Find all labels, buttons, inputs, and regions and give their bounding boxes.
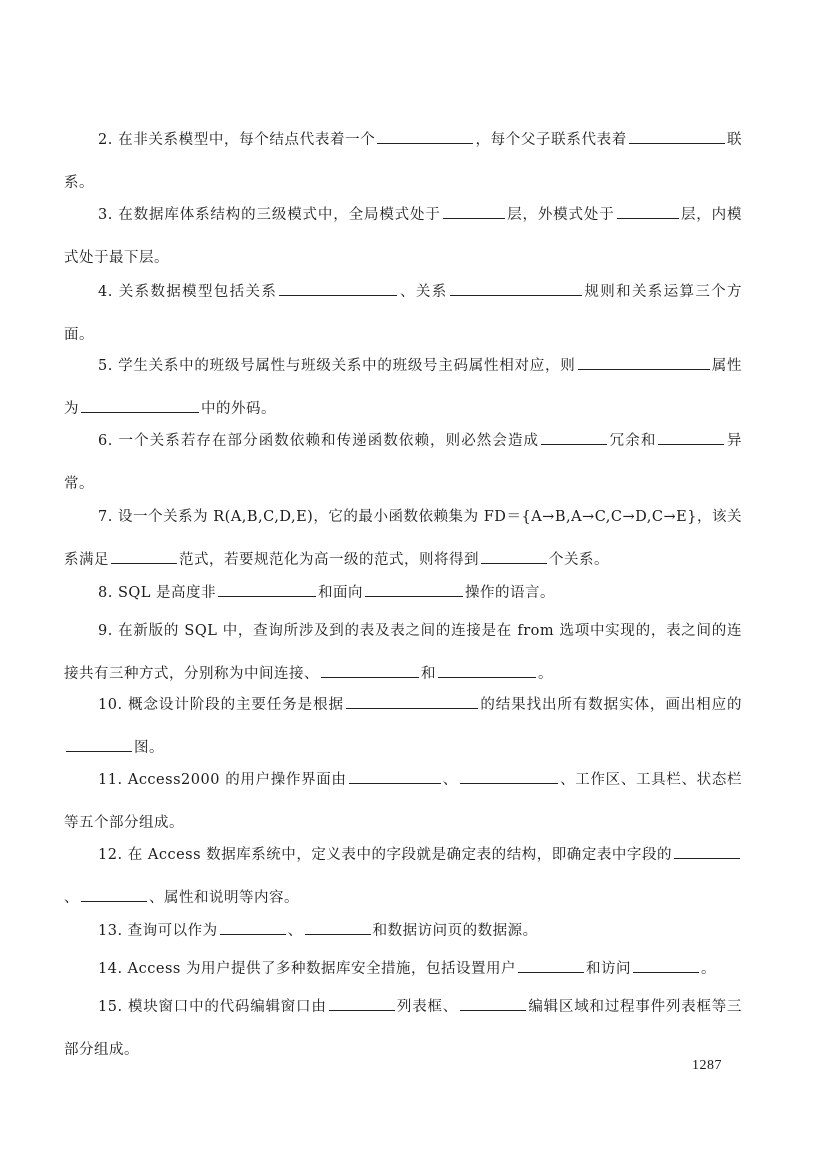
- answer-blank[interactable]: [674, 844, 740, 859]
- answer-blank[interactable]: [279, 281, 397, 296]
- answer-blank[interactable]: [541, 430, 607, 445]
- question-10-text-a: 10. 概念设计阶段的主要任务是根据: [98, 697, 344, 713]
- question-6-text-c: 异常。: [64, 433, 742, 492]
- question-12-text-a: 12. 在 Access 数据库系统中，定义表中的字段就是确定表的结构，即确定表中字段的: [98, 847, 672, 863]
- answer-blank[interactable]: [346, 694, 478, 709]
- answer-blank[interactable]: [329, 996, 395, 1011]
- answer-blank[interactable]: [365, 582, 463, 597]
- question-13-text-a: 13. 查询可以作为: [98, 923, 218, 939]
- question-10-text-c: 图。: [134, 740, 164, 756]
- answer-blank[interactable]: [460, 769, 558, 784]
- question-14-text-b: 和访问: [585, 961, 631, 977]
- answer-blank[interactable]: [305, 920, 371, 935]
- question-4-text-a: 4. 关系数据模型包括关系: [98, 284, 278, 300]
- answer-blank[interactable]: [66, 737, 132, 752]
- question-5-text-b: 属性为: [64, 358, 742, 417]
- question-8-text-c: 操作的语言。: [465, 585, 556, 601]
- question-2-text-c: 联系。: [64, 132, 742, 191]
- question-11: [64, 759, 742, 845]
- question-14-text-c: 。: [700, 961, 716, 977]
- question-15-text-b: 列表框、: [396, 999, 459, 1015]
- question-8-text-a: 8. SQL 是高度非: [98, 585, 217, 601]
- answer-blank[interactable]: [617, 204, 679, 219]
- question-5-text-c: 中的外码。: [201, 401, 276, 417]
- question-7: [64, 496, 742, 582]
- question-8-text-b: 和面向: [318, 585, 364, 601]
- answer-blank[interactable]: [450, 281, 582, 296]
- answer-blank[interactable]: [218, 582, 316, 597]
- question-2-text-b: ，每个父子联系代表着: [475, 132, 627, 148]
- question-13: [64, 910, 742, 953]
- question-8: [64, 572, 742, 615]
- question-6-text-a: 6. 一个关系若存在部分函数依赖和传递函数依赖，则必然会造成: [98, 433, 540, 449]
- answer-blank[interactable]: [321, 663, 419, 678]
- question-12: [64, 834, 742, 920]
- question-4-text-b: 、关系: [399, 284, 448, 300]
- question-7-text-a: 7. 设一个关系为 R(A,B,C,D,E)，它的最小函数依赖集为 FD＝{A→B,A→C,C→D,C→E}，该关系满足: [64, 509, 742, 568]
- answer-blank[interactable]: [481, 549, 547, 564]
- question-12-text-c: 、属性和说明等内容。: [149, 890, 299, 906]
- question-15-text-c: 编辑区域和过程事件列表框等三部分组成。: [64, 999, 743, 1058]
- page-number: 1287: [692, 1058, 722, 1073]
- question-2: [64, 119, 742, 205]
- answer-blank[interactable]: [438, 663, 536, 678]
- question-6-text-b: 冗余和: [609, 433, 657, 449]
- question-4-text-c: 规则和关系运算三个方面。: [64, 284, 743, 343]
- answer-blank[interactable]: [111, 549, 177, 564]
- question-10: [64, 684, 742, 770]
- answer-blank[interactable]: [460, 996, 526, 1011]
- question-5-text-a: 5. 学生关系中的班级号属性与班级关系中的班级号主码属性相对应，则: [98, 358, 576, 374]
- question-15-text-a: 15. 模块窗口中的代码编辑窗口由: [98, 999, 327, 1015]
- question-3-text-a: 3. 在数据库体系结构的三级模式中，全局模式处于: [98, 207, 441, 223]
- question-11-text-b: 、: [442, 772, 458, 788]
- answer-blank[interactable]: [578, 355, 710, 370]
- question-11-text-c: 、工作区、工具栏、状态栏等五个部分组成。: [64, 772, 743, 831]
- question-3-text-c: 层，内模式处于最下层。: [64, 207, 743, 266]
- question-6: [64, 420, 742, 506]
- question-13-text-c: 和数据访问页的数据源。: [372, 923, 538, 939]
- question-7-text-b: 范式，若要规范化为高一级的范式，则将得到: [179, 552, 479, 568]
- question-12-text-b: 、: [64, 890, 79, 906]
- answer-blank[interactable]: [518, 958, 584, 973]
- answer-blank[interactable]: [633, 958, 699, 973]
- question-9-text-b: 和: [421, 666, 436, 682]
- question-3: [64, 194, 742, 280]
- answer-blank[interactable]: [443, 204, 505, 219]
- answer-blank[interactable]: [220, 920, 286, 935]
- question-14: [64, 948, 742, 991]
- question-9-text-c: 。: [538, 666, 553, 682]
- question-2-text-a: 2. 在非关系模型中，每个结点代表着一个: [98, 132, 376, 148]
- answer-blank[interactable]: [81, 398, 199, 413]
- question-13-text-b: 、: [287, 923, 303, 939]
- answer-blank[interactable]: [81, 887, 147, 902]
- answer-blank[interactable]: [658, 430, 724, 445]
- question-9-text-a: 9. 在新版的 SQL 中，查询所涉及到的表及表之间的连接是在 from 选项中实现的，表之间的连接共有三种方式，分别称为中间连接、: [64, 623, 742, 682]
- question-15: [64, 986, 742, 1072]
- question-14-text-a: 14. Access 为用户提供了多种数据库安全措施，包括设置用户: [98, 961, 516, 977]
- answer-blank[interactable]: [629, 129, 725, 144]
- answer-blank[interactable]: [377, 129, 473, 144]
- answer-blank[interactable]: [349, 769, 441, 784]
- question-11-text-a: 11. Access2000 的用户操作界面由: [98, 772, 347, 788]
- question-5: [64, 345, 742, 431]
- question-7-text-c: 个关系。: [549, 552, 609, 568]
- question-3-text-b: 层，外模式处于: [506, 207, 615, 223]
- question-10-text-b: 的结果找出所有数据实体，画出相应的: [479, 697, 743, 713]
